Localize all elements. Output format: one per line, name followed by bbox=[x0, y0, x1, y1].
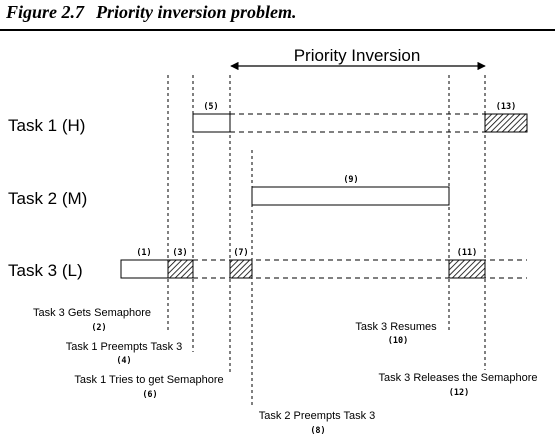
event-4-label: Task 1 Preempts Task 3 bbox=[65, 341, 183, 353]
segment-9 bbox=[252, 187, 449, 205]
event-6-label: Task 1 Tries to get Semaphore bbox=[74, 374, 224, 386]
figure-title: Priority inversion problem. bbox=[96, 2, 297, 22]
event-12-label: Task 3 Releases the Semaphore bbox=[378, 372, 538, 384]
task2-label: Task 2 (M) bbox=[8, 189, 88, 208]
segment-1-number: (1) bbox=[136, 248, 152, 258]
segment-5-number: (5) bbox=[203, 102, 219, 112]
event-2-number: (2) bbox=[91, 323, 107, 333]
figure-number: Figure 2.7 bbox=[6, 2, 85, 22]
segment-9-number: (9) bbox=[343, 175, 359, 185]
segment-13-number: (13) bbox=[495, 102, 517, 112]
segment-11-number: (11) bbox=[456, 248, 478, 258]
event-8-label: Task 2 Preempts Task 3 bbox=[258, 410, 376, 422]
event-10-number: (10) bbox=[387, 336, 409, 346]
task1-label: Task 1 (H) bbox=[8, 116, 86, 135]
event-12-number: (12) bbox=[448, 388, 470, 398]
segment-1 bbox=[121, 260, 168, 278]
event-2-label: Task 3 Gets Semaphore bbox=[32, 307, 152, 319]
segment-7-number: (7) bbox=[233, 248, 249, 258]
priority-inversion-label: Priority Inversion bbox=[293, 46, 421, 65]
segment-13 bbox=[485, 114, 527, 132]
segment-5 bbox=[193, 114, 230, 132]
segment-7 bbox=[230, 260, 252, 278]
event-10-label: Task 3 Resumes bbox=[355, 321, 437, 333]
event-6-number: (6) bbox=[142, 390, 158, 400]
segment-3 bbox=[168, 260, 193, 278]
event-4-number: (4) bbox=[116, 356, 132, 366]
segment-11 bbox=[449, 260, 485, 278]
segment-3-number: (3) bbox=[172, 248, 188, 258]
task3-label: Task 3 (L) bbox=[8, 261, 83, 280]
event-8-number: (8) bbox=[310, 426, 326, 436]
